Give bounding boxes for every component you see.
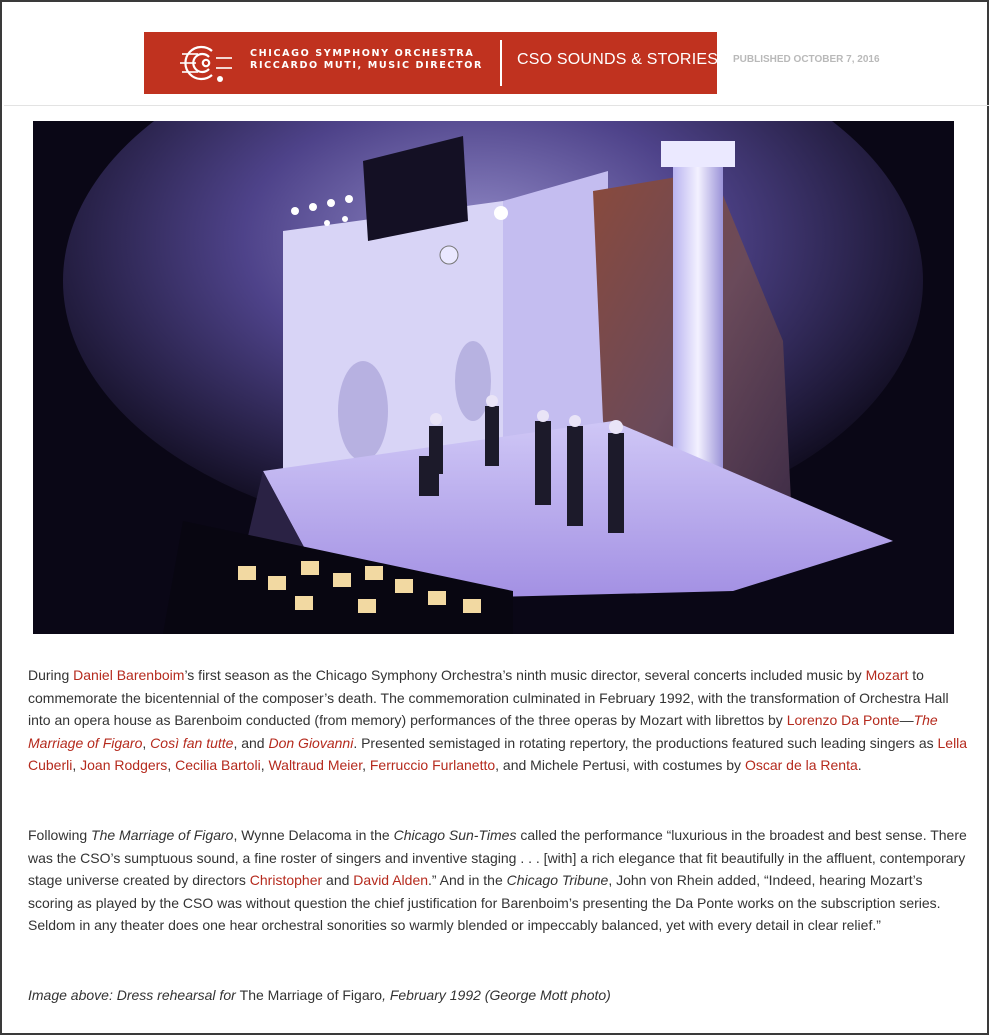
link-ferruccio-furlanetto[interactable]: Ferruccio Furlanetto: [369, 757, 496, 774]
org-name: [250, 48, 483, 72]
text: , and: [233, 734, 269, 751]
link-lorenzo-da-ponte[interactable]: Lorenzo Da Ponte: [786, 712, 900, 729]
section-title[interactable]: CSO SOUNDS & STORIES: [517, 51, 719, 68]
link-joan-rodgers[interactable]: Joan Rodgers: [80, 757, 168, 774]
text: Following: [28, 827, 92, 843]
link-don-giovanni[interactable]: [268, 735, 353, 751]
cso-banner[interactable]: [144, 32, 717, 94]
link-oscar-de-la-renta[interactable]: Oscar de la Renta: [744, 757, 858, 774]
text: called the performance “luxurious in the broadest and best sense. There was the CSO’s sumptuous sound, a fine roster of singers and inventive staging . . . [with] a rich elegance that fit beautifully in the affluent, contemporary stage universe created by directors: [28, 827, 967, 889]
publication-name: Chicago Sun-Times: [393, 827, 517, 843]
org-line-2: RICCARDO MUTI, MUSIC DIRECTOR: [250, 60, 483, 71]
link-text: Don Giovanni: [268, 734, 354, 751]
text: ,: [167, 757, 176, 774]
link-christopher-alden[interactable]: Christopher: [249, 872, 323, 889]
text: .: [857, 757, 862, 774]
caption-text: , February 1992 (George Mott photo): [382, 987, 611, 1003]
text: to commemorate the bicentennial of the composer’s death. The commemoration culminated in February 1992, with the transformation of Orchestra Hall into an opera house as Barenboim conducted (from memory) performances of the three operas by Mozart with librettos by: [28, 667, 949, 729]
link-david-alden[interactable]: David Alden: [353, 872, 429, 889]
caption-title: The Marriage of Figaro: [239, 987, 383, 1003]
text: During: [28, 667, 74, 683]
paragraph-1: [28, 664, 968, 777]
link-daniel-barenboim[interactable]: Daniel Barenboim: [73, 667, 185, 683]
text: , and Michele Pertusi, with costumes by: [495, 757, 745, 774]
text: .” And in the: [428, 872, 507, 889]
org-line-1: CHICAGO SYMPHONY ORCHESTRA: [250, 48, 475, 59]
photo-caption: [28, 984, 968, 1006]
stage-photo: [33, 121, 954, 634]
text: ,: [72, 757, 81, 774]
caption-text: Image above: Dress rehearsal for: [28, 987, 240, 1003]
text: —: [899, 712, 914, 729]
paragraph-2: [28, 824, 968, 937]
text: and: [322, 872, 354, 889]
text: ,: [362, 757, 370, 774]
cso-logo-icon: [176, 39, 234, 87]
link-mozart[interactable]: Mozart: [865, 667, 909, 683]
text: , John von Rhein added, “Indeed, hearing Mozart’s scoring as played by the CSO was without question the chief justification for Barenboim’s presenting the Da Ponte works on the subscription series. Seldom in any theater does one hear orchestral sonorities so warmly blended or impeccably balanced, yet with every detail in clear relief.”: [28, 872, 941, 934]
banner-divider: [500, 40, 502, 86]
article-paragraph-1: [28, 664, 968, 777]
header-rule: [4, 105, 989, 106]
published-date: PUBLISHED OCTOBER 7, 2016: [733, 54, 880, 65]
stage-photo-image: [33, 121, 954, 634]
link-lella-cuberli[interactable]: Lella Cuberli: [28, 734, 968, 774]
text: ,: [260, 757, 269, 774]
link-waltraud-meier[interactable]: Waltraud Meier: [268, 757, 363, 774]
text: , Wynne Delacoma in the: [233, 827, 394, 843]
link-text: The Marriage of Figaro: [28, 712, 938, 751]
link-cosi-fan-tutte[interactable]: [150, 735, 233, 751]
text: ,: [142, 734, 151, 751]
publication-name: Chicago Tribune: [506, 872, 609, 889]
opera-title: The Marriage of Figaro: [91, 827, 234, 843]
link-cecilia-bartoli[interactable]: Cecilia Bartoli: [175, 757, 261, 774]
text: . Presented semistaged in rotating repertory, the productions featured such leading singers as: [353, 734, 938, 751]
text: ’s first season as the Chicago Symphony Orchestra’s ninth music director, several concerts included music by: [184, 667, 866, 683]
link-text: Così fan tutte: [150, 734, 234, 751]
